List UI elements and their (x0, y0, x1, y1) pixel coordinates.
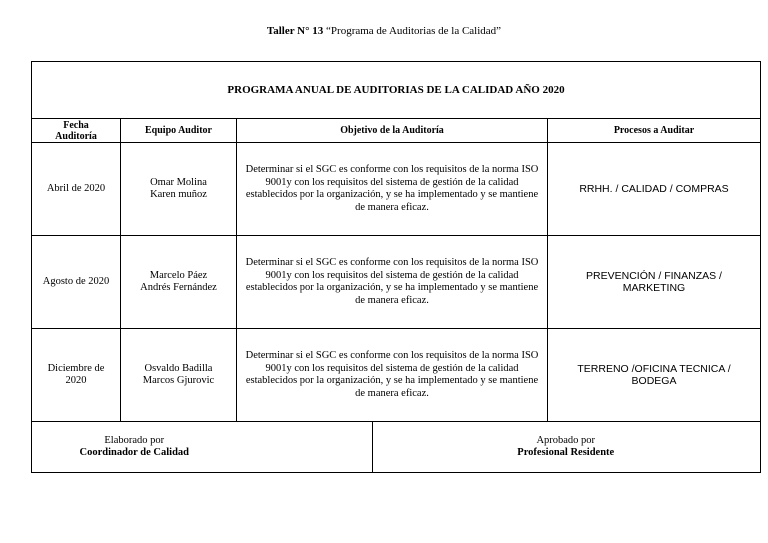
table-header-row (32, 119, 761, 143)
cell-objetivo: Determinar si el SGC es conforme con los requisitos de la norma ISO 9001y con los requisitos del sistema de gestión de la calidad establecidos por la organización, y se ha implementado y se mantiene de manera eficaz. (237, 236, 548, 329)
cell-objetivo: Determinar si el SGC es conforme con los requisitos de la norma ISO 9001y con los requisitos del sistema de gestión de la calidad establecidos por la organización, y se ha implementado y se mantiene de manera eficaz. (237, 143, 548, 236)
auditor-name: Marcelo Páez (149, 269, 208, 281)
prepared-by-cell (32, 422, 237, 473)
cell-fecha: Diciembre de 2020 (32, 329, 121, 422)
cell-fecha: Abril de 2020 (32, 143, 121, 236)
auditor-name: Karen muñoz (150, 189, 207, 200)
prepared-by-role: Coordinador de Calidad (79, 447, 189, 458)
col-header-objetivo: Objetivo de la Auditoría (237, 119, 548, 143)
col-header-fecha-line1: Fecha (63, 119, 89, 131)
prepared-by-label: Elaborado por (104, 434, 165, 446)
document-title (0, 25, 768, 37)
col-header-procesos: Procesos a Auditar (548, 119, 761, 143)
auditor-name: Osvaldo Badilla (144, 362, 213, 374)
cell-objetivo: Determinar si el SGC es conforme con los requisitos de la norma ISO 9001y con los requisitos del sistema de gestión de la calidad establecidos por la organización, y se ha implementado y se mantiene de manera eficaz. (237, 329, 548, 422)
cell-equipo (121, 329, 237, 422)
table-banner-row (32, 62, 761, 119)
cell-fecha: Agosto de 2020 (32, 236, 121, 329)
cell-procesos: RRHH. / CALIDAD / COMPRAS (548, 143, 761, 236)
auditor-name: Andrés Fernández (140, 282, 217, 293)
table-banner: PROGRAMA ANUAL DE AUDITORIAS DE LA CALIDAD AÑO 2020 (32, 62, 761, 119)
cell-equipo (121, 236, 237, 329)
approved-by-block (378, 435, 755, 460)
audit-program-table (31, 61, 761, 473)
col-header-fecha (32, 119, 121, 143)
workshop-title: “Programa de Auditorias de la Calidad” (326, 25, 502, 37)
signature-row (32, 422, 761, 473)
cell-procesos: PREVENCIÓN / FINANZAS / MARKETING (548, 236, 761, 329)
approved-by-role: Profesional Residente (517, 447, 615, 458)
signature-divider (372, 422, 373, 472)
approved-by-label: Aprobado por (536, 434, 596, 446)
table-row (32, 143, 761, 236)
cell-equipo (121, 143, 237, 236)
workshop-number: Taller N° 13 (266, 25, 324, 37)
col-header-equipo: Equipo Auditor (121, 119, 237, 143)
col-header-fecha-line2: Auditoría (55, 130, 97, 142)
table-row (32, 236, 761, 329)
auditor-name: Marcos Gjurovic (142, 375, 215, 386)
approved-by-cell (237, 422, 761, 473)
cell-procesos: TERRENO /OFICINA TECNICA / BODEGA (548, 329, 761, 422)
auditor-name: Omar Molina (150, 176, 207, 188)
table-row (32, 329, 761, 422)
